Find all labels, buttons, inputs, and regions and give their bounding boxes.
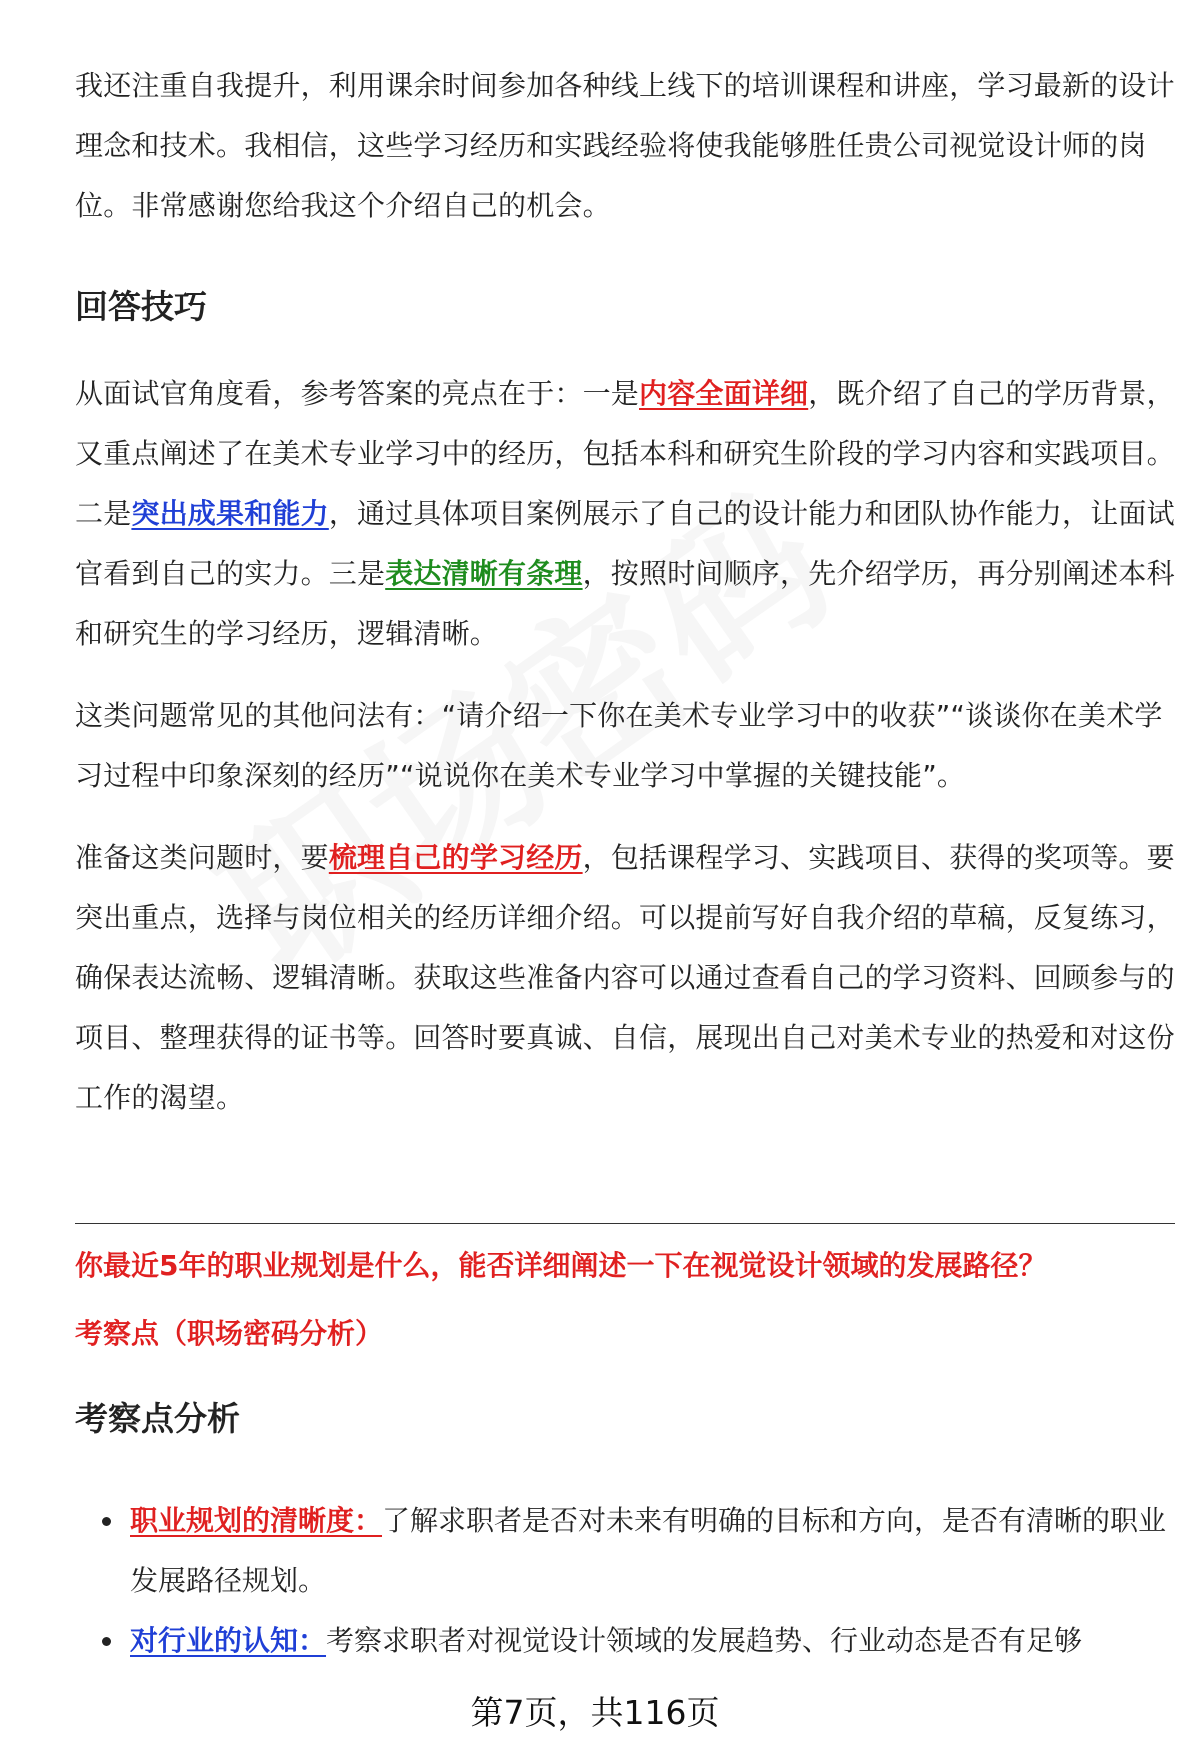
list-item: [75, 1491, 1175, 1611]
tips-text-2: ，既介绍了自己的学历背景，又重点阐述了在美术专业学习中的经历，包括本科和研究生阶段的学习内容和实践项目。二是: [75, 377, 1175, 530]
bullet-label-clarity: 职业规划的清晰度：: [130, 1504, 383, 1537]
highlight-sort-experience: 梳理自己的学习经历: [328, 841, 583, 874]
prep-paragraph: [75, 828, 1175, 1128]
highlight-clarity: 表达清晰有条理: [385, 557, 583, 590]
bullet-text: 了解求职者是否对未来有明确的目标和方向，是否有清晰的职业发展路径规划。: [130, 1504, 1167, 1597]
tips-text-1: 从面试官角度看，参考答案的亮点在于：一是: [75, 377, 640, 410]
tips-paragraph: [75, 364, 1175, 664]
intro-paragraph: 我还注重自我提升，利用课余时间参加各种线上线下的培训课程和讲座，学习最新的设计理念和技术。我相信，这些学习经历和实践经验将使我能够胜任贵公司视觉设计师的岗位。非常感谢您给我这个介绍自己的机会。: [75, 69, 1175, 222]
bullet-dot: [102, 1637, 111, 1646]
bullet-label-industry: 对行业的认知：: [130, 1624, 327, 1657]
content-area: [75, 56, 1175, 1128]
analysis-list: [75, 1491, 1175, 1671]
list-item: [75, 1611, 1175, 1671]
question-sublabel: 考察点（职场密码分析）: [75, 1317, 384, 1350]
bullet-dot: [102, 1517, 111, 1526]
tips-text-4: ，按照时间顺序，先介绍学历，再分别阐述本科和研究生的学习经历，逻辑清晰。: [75, 557, 1175, 650]
section-heading-tips: 回答技巧: [75, 287, 207, 326]
bullet-text: 考察求职者对视觉设计领域的发展趋势、行业动态是否有足够: [326, 1624, 1083, 1657]
highlight-achievements: 突出成果和能力: [131, 497, 329, 530]
section-divider: [75, 1223, 1175, 1224]
section-heading-analysis: 考察点分析: [75, 1399, 240, 1438]
highlight-comprehensive: 内容全面详细: [639, 377, 809, 410]
variants-paragraph: 这类问题常见的其他问法有：“请介绍一下你在美术专业学习中的收获”“谈谈你在美术学习过程中印象深刻的经历”“说说你在美术专业学习中掌握的关键技能”。: [75, 699, 1163, 792]
tips-text-3: ，通过具体项目案例展示了自己的设计能力和团队协作能力，让面试官看到自己的实力。三是: [75, 497, 1175, 590]
page-number: 第7页，共116页: [470, 1693, 720, 1732]
prep-text-2: ，包括课程学习、实践项目、获得的奖项等。要突出重点，选择与岗位相关的经历详细介绍。可以提前写好自我介绍的草稿，反复练习，确保表达流畅、逻辑清晰。获取这些准备内容可以通过查看自己的学习资料、回顾参与的项目、整理获得的证书等。回答时要真诚、自信，展现出自己对美术专业的热爱和对这份工作的渴望。: [75, 841, 1175, 1114]
prep-text-1: 准备这类问题时，要: [75, 841, 329, 874]
question-title: 你最近5年的职业规划是什么，能否详细阐述一下在视觉设计领域的发展路径？: [75, 1249, 1047, 1282]
